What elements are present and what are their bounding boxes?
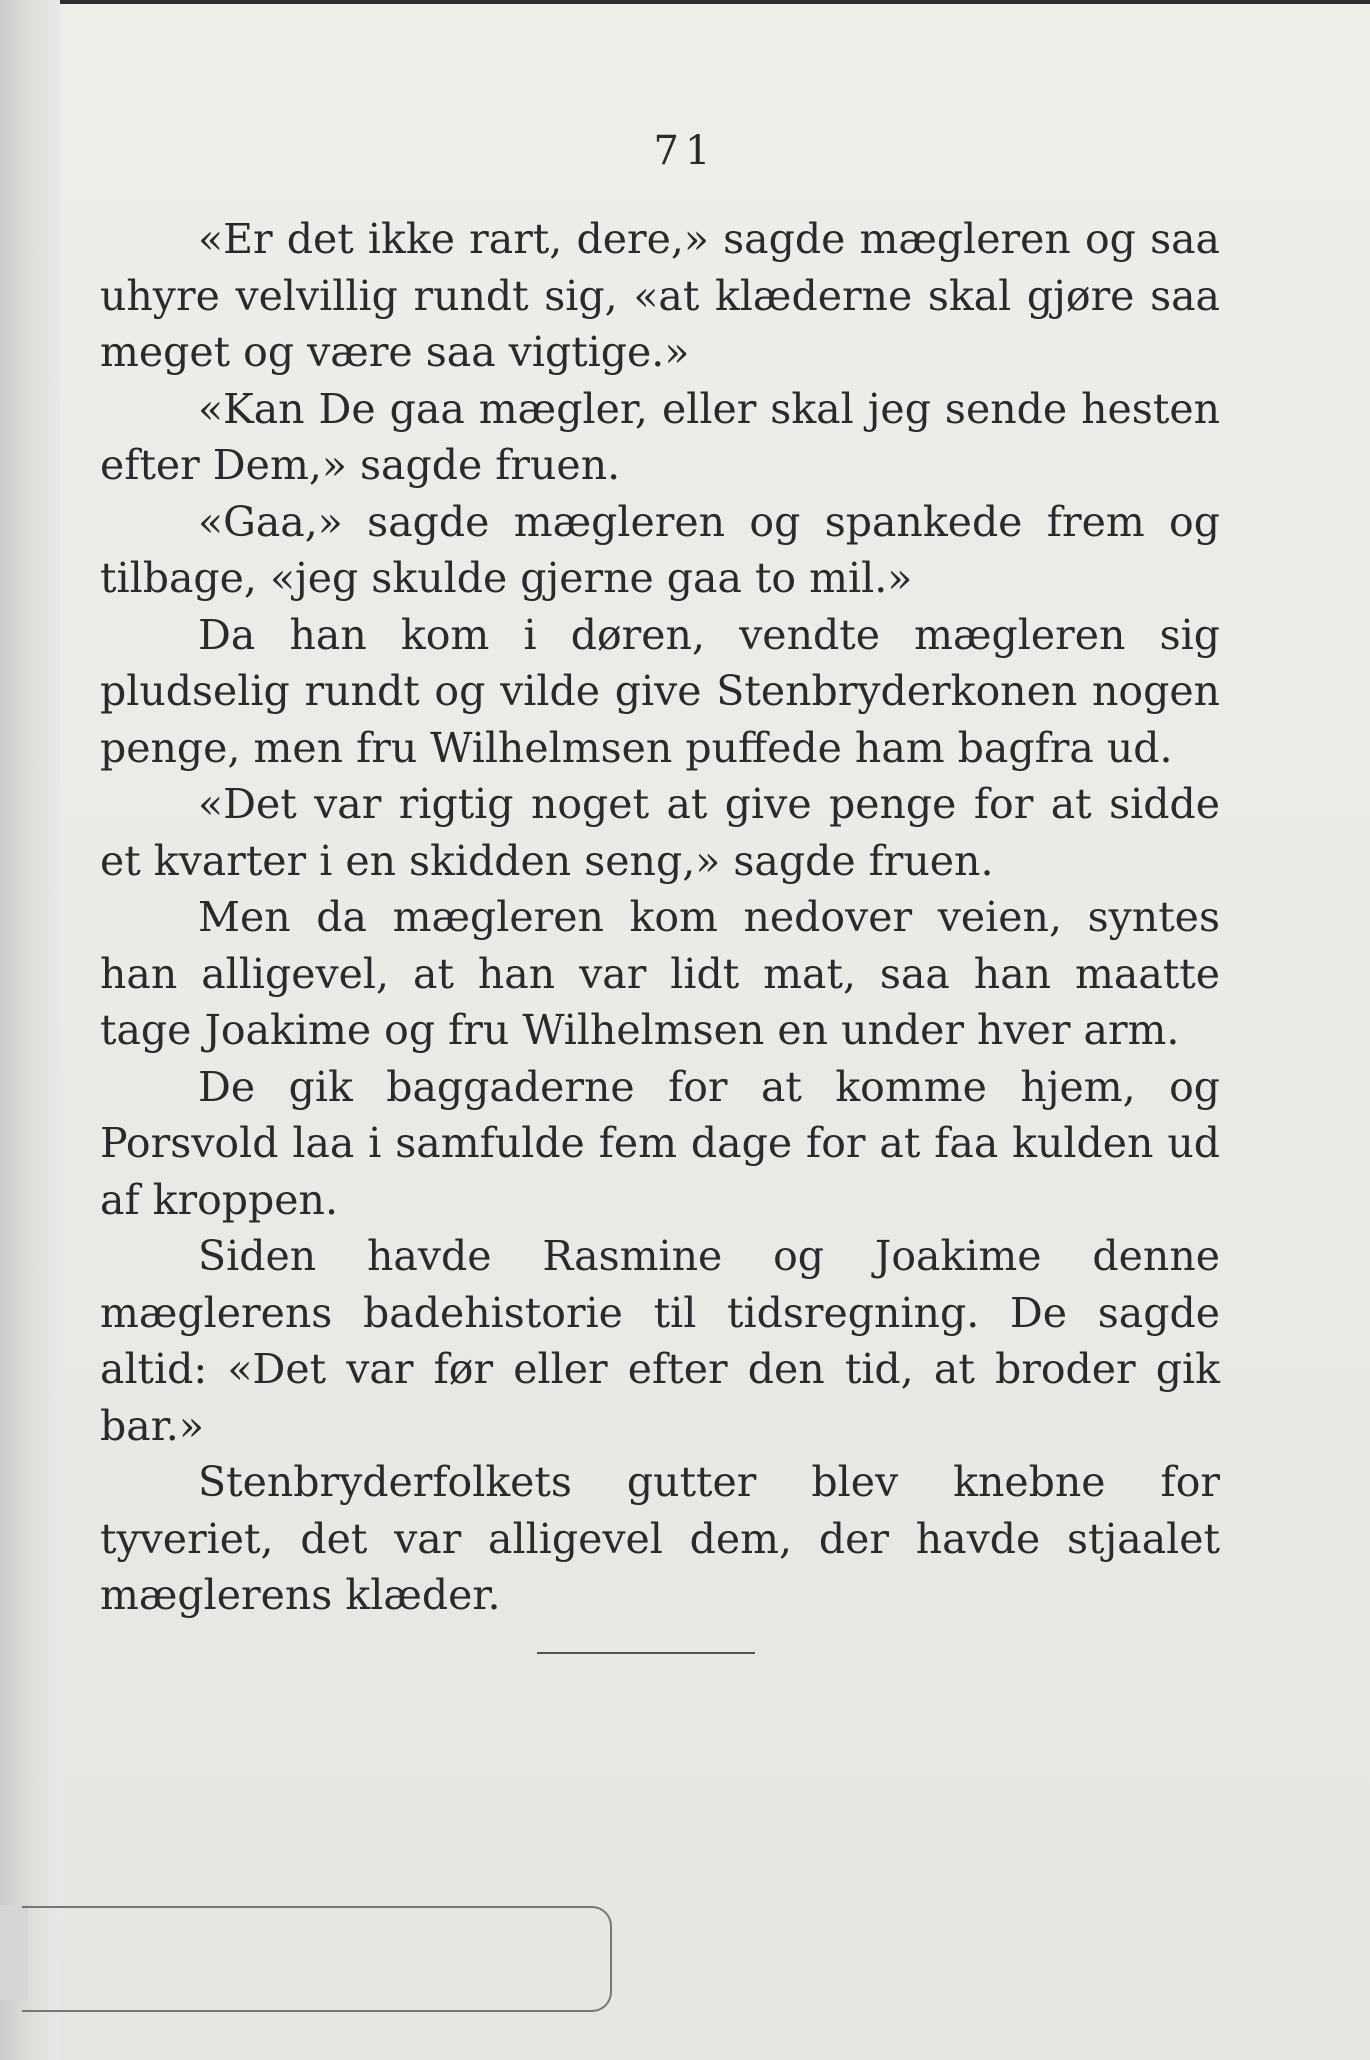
paragraph-8: Siden havde Rasmine og Joakime denne mæglerens badehistorie til tidsregning. De sagde altid: «Det var før eller efter den tid, at broder gik bar.» — [100, 1232, 1220, 1450]
paragraph-9: Stenbryderfolkets gutter blev knebne for tyveriet, det var alligevel dem, der havde stjaalet mæglerens klæder. — [100, 1458, 1220, 1619]
page-number: 71 — [653, 128, 717, 174]
paragraph-7: De gik baggaderne for at komme hjem, og Porsvold laa i samfulde fem dage for at faa kulden ud af kroppen. — [100, 1062, 1220, 1224]
paragraph-5: «Det var rigtig noget at give penge for at sidde et kvarter i en skidden seng,» sagde fruen. — [100, 780, 1220, 885]
section-divider — [537, 1652, 755, 1654]
paragraph-3: «Gaa,» sagde mægleren og spankede frem og tilbage, «jeg skulde gjerne gaa to mil.» — [100, 497, 1220, 602]
book-spine-shadow — [0, 0, 60, 2060]
book-page — [60, 4, 1370, 2060]
paragraph-6: Men da mægleren kom nedover veien, syntes han alligevel, at han var lidt mat, saa han maatte tage Joakime og fru Wilhelmsen en under hver arm. — [100, 893, 1220, 1054]
library-label-outline — [22, 1906, 612, 2012]
paragraph-2: «Kan De gaa mægler, eller skal jeg sende hesten efter Dem,» sagde fruen. — [100, 384, 1220, 489]
paragraph-1: «Er det ikke rart, dere,» sagde mægleren og saa uhyre velvillig rundt sig, «at klæderne skal gjøre saa meget og være saa vigtige.» — [100, 215, 1220, 376]
paragraph-4: Da han kom i døren, vendte mægleren sig pludselig rundt og vilde give Stenbryderkonen nogen penge, men fru Wilhelmsen puffede ham bagfra ud. — [100, 610, 1220, 772]
body-text — [100, 211, 1220, 1624]
